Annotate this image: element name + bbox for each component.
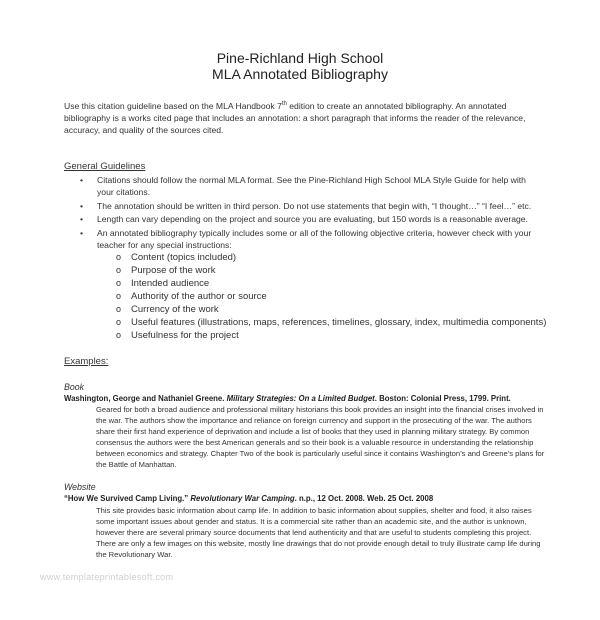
book-example-label: Book: [64, 382, 85, 392]
website-example-label: Website: [64, 482, 96, 492]
criteria-item: o Useful features (illustrations, maps, references, timelines, glossary, index, multimedia components): [116, 316, 556, 329]
intro-text-rest: edition to create an annotated bibliography. An annotated bibliography is a works cited page that includes an annotation: a short paragraph that informs the reader of the relevance, accuracy, and quality of the sources cited.: [64, 100, 526, 135]
book-citation-publisher: . Boston: Colonial Press, 1799. Print.: [374, 394, 511, 403]
guideline-item: • The annotation should be written in third person. Do not use statements that begin with, “I thought…” “I feel…” etc.: [80, 200, 540, 212]
intro-text-start: Use this citation guideline based on the MLA Handbook 7: [64, 100, 282, 111]
edition-superscript: th: [281, 101, 287, 107]
guideline-item: • An annotated bibliography typically includes some or all of the following objective criteria, however check with your teacher for any special instructions:: [80, 227, 540, 251]
book-annotation: Geared for both a broad audience and professional military historians this book provides an insight into the financial crises involved in the war. The authors show the importance and reliance on foreign currency and support in the prosecuting of the war. The authors share their first hand experience of deprivation and include a list of books that they used in planning military strategy. By common consensus the authors were the best American generals and so their book is a valuable resource in understanding the relationship between economics and strategy. Chapter Two of the book is particularly useful since it contains Washington’s and Greene’s plans for the Battle of Manhattan.: [96, 405, 545, 469]
intro-paragraph: [64, 98, 544, 136]
document-title: MLA Annotated Bibliography: [212, 66, 388, 82]
criteria-item: o Intended audience: [116, 277, 556, 290]
criteria-item: o Authority of the author or source: [116, 290, 556, 303]
website-citation: [64, 494, 544, 503]
examples-heading: Examples:: [64, 356, 109, 367]
website-citation-publisher: . n.p., 12 Oct. 2008. Web. 25 Oct. 2008: [294, 494, 434, 503]
website-citation-title: “How We Survived Camp Living.”: [64, 494, 191, 503]
criteria-item: o Usefulness for the project: [116, 329, 556, 342]
general-guidelines-heading: General Guidelines: [64, 161, 146, 172]
book-citation: [64, 394, 544, 403]
book-citation-authors: Washington, George and Nathaniel Greene.: [64, 394, 227, 403]
criteria-item: o Content (topics included): [116, 251, 556, 264]
book-citation-title: Military Strategies: On a Limited Budget: [226, 394, 375, 403]
guideline-item: • Length can vary depending on the project and source you are evaluating, but 150 words is a reasonable average.: [80, 213, 540, 225]
watermark: www.templateprintablesoft.com: [40, 572, 174, 582]
criteria-item: o Purpose of the work: [116, 264, 556, 277]
website-annotation: This site provides basic information about camp life. In addition to basic information about supplies, shelter and food, it also raises some important issues about gender and status. It is a commercial site rather than an academic site, and the author is unknown, however there are several primary source documents that lend authenticity and that are useful to students completing this project. There are only a few images on this website, mostly line drawings that do not provide enough detail to truly illustrate camp life during the Revolutionary War.: [96, 506, 541, 559]
guidelines-list: [80, 174, 540, 252]
website-citation-site: Revolutionary War Camping: [190, 494, 295, 503]
school-name: Pine-Richland High School: [216, 50, 384, 66]
criteria-item: o Currency of the work: [116, 303, 556, 316]
guideline-item: • Citations should follow the normal MLA format. See the Pine-Richland High School MLA Style Guide for help with your citations.: [80, 174, 540, 198]
criteria-list: [116, 251, 556, 342]
